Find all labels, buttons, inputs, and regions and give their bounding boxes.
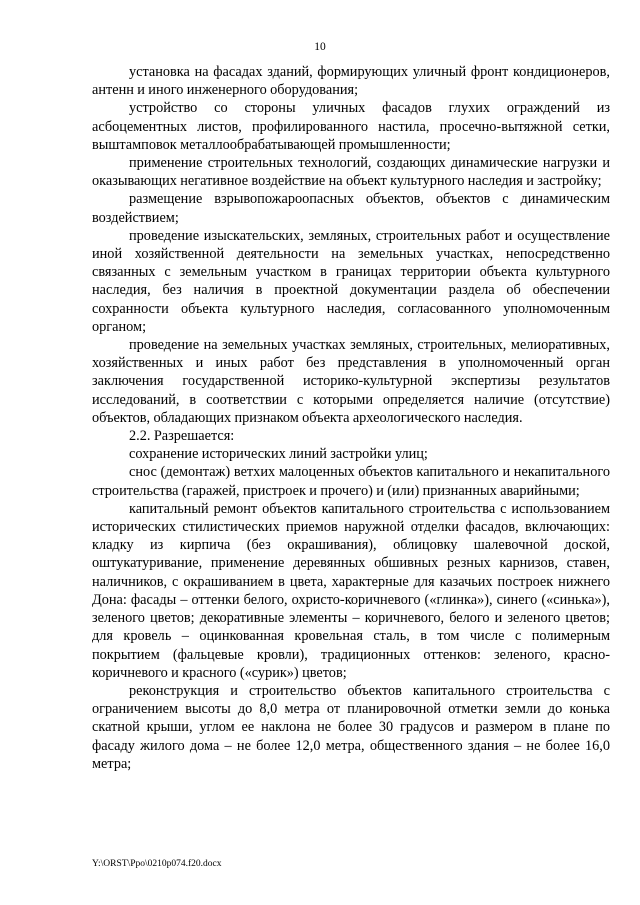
- document-body: [92, 63, 610, 773]
- paragraph-ban-dynamic-technologies: применение строительных технологий, создающих динамические нагрузки и оказывающих негативное воздействие на объект культурного наследия и застройку;: [92, 155, 610, 190]
- page-number: 10: [314, 41, 326, 53]
- paragraph-demolition-dilapidated: снос (демонтаж) ветхих малоценных объектов капитального и некапитального строительства (гаражей, пристроек и прочего) и (или) признанных аварийными;: [92, 464, 610, 499]
- paragraph-ban-works-without-documentation: проведение изыскательских, земляных, строительных работ и осуществление иной хозяйственной деятельности на земельных участках, непосредственно связанных с земельным участком в границах территории объекта культурного наследия, без наличия в проектной документации раздела об обеспечении сохранности объекта культурного наследия, согласованного уполномоченным органом;: [92, 227, 610, 335]
- paragraph-ban-equipment-on-facades: установка на фасадах зданий, формирующих уличный фронт кондиционеров, антенн и иного инженерного оборудования;: [92, 64, 610, 99]
- section-heading-permitted: 2.2. Разрешается:: [129, 428, 235, 445]
- paragraph-capital-repair: капитальный ремонт объектов капитального строительства с использованием исторических стилистических приемов наружной отделки фасадов, включающих: кладку из кирпича (без окрашивания), облицовку шалевочной доской, оштукатуривание, применение деревянных обшивных резных карнизов, ставен, наличников, с окрашиванием в цвета, характерные для казачьих построек нижнего Дона: фасады – оттенки белого, охристо-коричневого («глинка»), синего («синька»), зеленого цветов; декоративные элементы – коричневого, белого и зеленого цветов; для кровель – оцинкованная кровельная сталь, в том числе с полимерным покрытием (фальцевые кровли), традиционных оттенков: зеленого, красно-коричневого и красного («сурик») цветов;: [92, 500, 610, 681]
- paragraph-ban-works-without-expertise: проведение на земельных участках земляных, строительных, мелиоративных, хозяйственных и иных работ без представления в уполномоченный орган заключения государственной историко-культурной экспертизы результатов исследований, в соответствии с которыми определяется наличие (отсутствие) объектов, обладающих признаком объекта археологического наследия.: [92, 337, 610, 426]
- paragraph-ban-explosive-objects: размещение взрывопожароопасных объектов, объектов с динамическим воздействием;: [92, 191, 610, 226]
- paragraph-reconstruction-height-limit: реконструкция и строительство объектов капитального строительства с ограничением высоты до 8,0 метра от планировочной отметки земли до конька скатной крыши, углом ее наклона не более 30 градусов и размером в плане по фасаду жилого дома – не более 12,0 метра, общественного здания – не более 16,0 метра;: [92, 682, 610, 772]
- paragraph-ban-blind-fences: устройство со стороны уличных фасадов глухих ограждений из асбоцементных листов, профилированного настила, просечно-вытяжной сетки, выштамповок металлообрабатывающей промышленности;: [92, 100, 610, 153]
- footer-file-path: Y:\ORST\Ppo\0210p074.f20.docx: [92, 859, 222, 869]
- paragraph-preserve-street-lines: сохранение исторических линий застройки улиц;: [129, 446, 428, 463]
